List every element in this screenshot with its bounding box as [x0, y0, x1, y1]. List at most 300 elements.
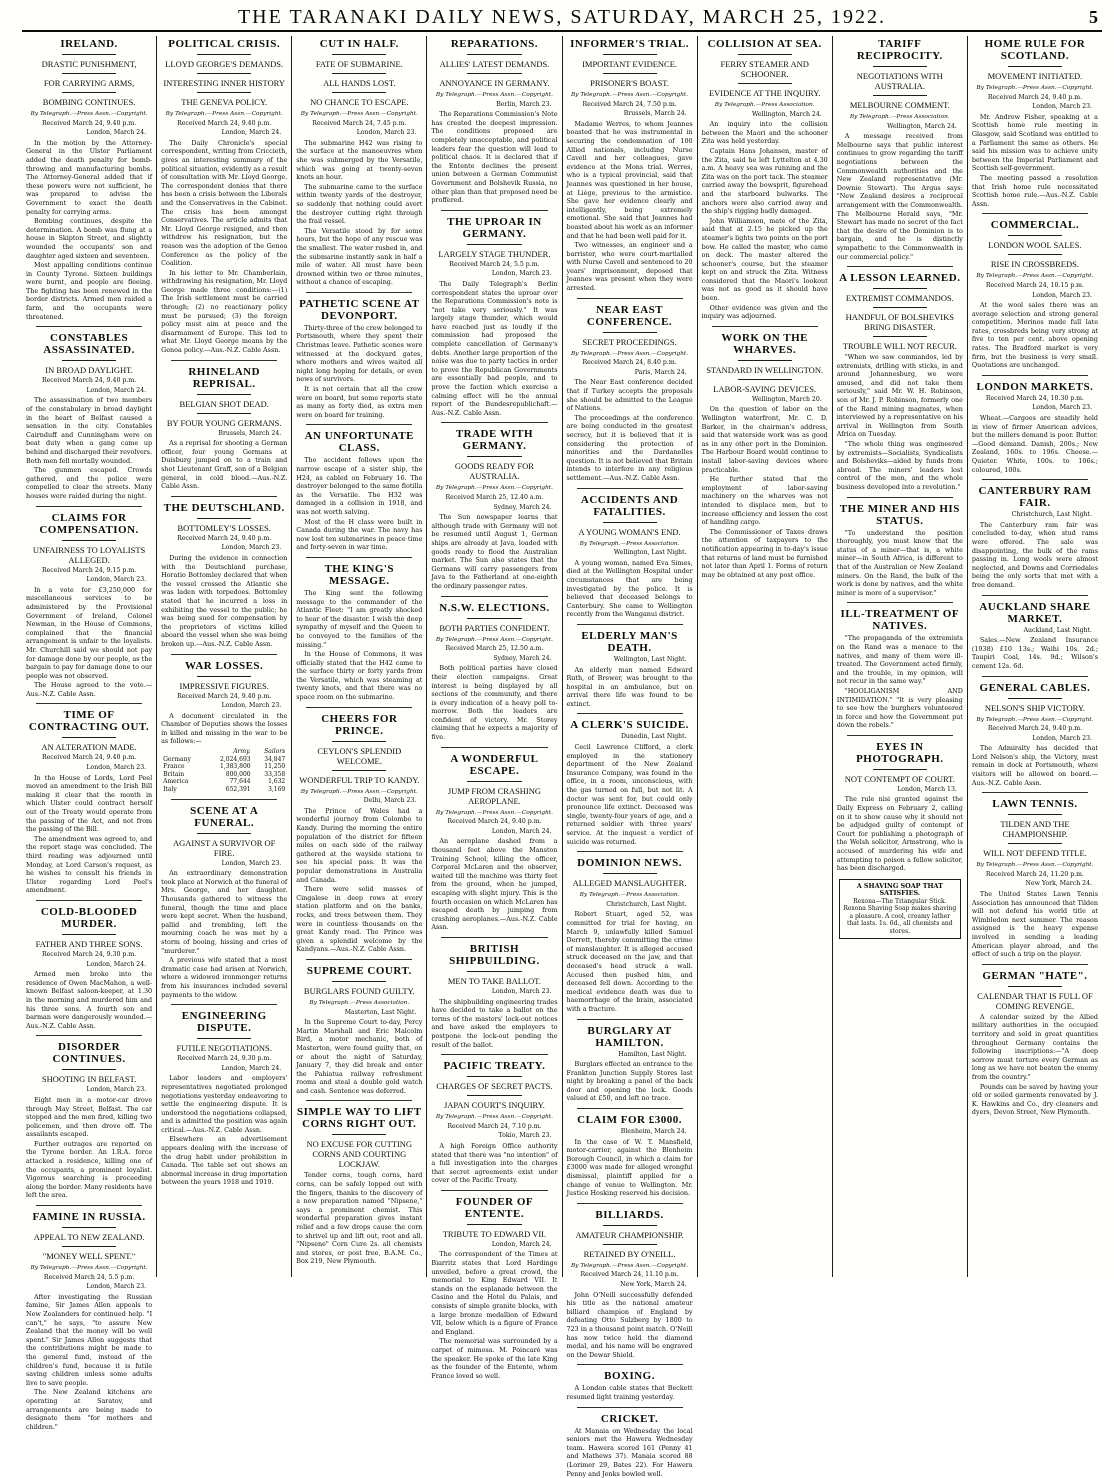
subhead-rule: [467, 1076, 521, 1077]
article-subhead: AGAINST A SURVIVOR OF FIRE.: [173, 837, 276, 858]
article-dateline: London, March 23.: [221, 544, 282, 552]
article-subhead: NEGOTIATIONS WITH AUSTRALIA.: [856, 71, 943, 91]
article-byline: By Telegraph.—Press Assn.—Copyright.: [435, 485, 553, 492]
section-divider: [847, 602, 953, 603]
article-dateline: Brussels, March 24.: [623, 110, 687, 118]
received-line: Received March 24, 10.15 p.m.: [985, 281, 1085, 289]
article-paragraph: A calendar seized by the Allied military authorities in the occupied territory and sold in great quantities throughout Germany contains the following inscriptions:—"A deep sorrow must torture every German as long as we have not beaten the enemy from the country.": [971, 1012, 1098, 1081]
article: [567, 624, 693, 709]
article-paragraph: The House agreed to the vote.—Aus.-N.Z. Cable Assn.: [26, 681, 153, 698]
subhead-rule: [467, 54, 521, 55]
article-body: [26, 586, 152, 699]
article-subhead: NO CHANCE TO ESCAPE.: [310, 97, 409, 107]
article: [972, 595, 1098, 671]
subhead-rule: [873, 95, 927, 96]
article-dateline: London, March 23.: [356, 129, 417, 137]
article-headline: ILL-TREATMENT OF NATIVES.: [840, 608, 960, 633]
subhead-rule: [62, 1069, 116, 1070]
article-subhead: APPEAL TO NEW ZEALAND.: [33, 1232, 145, 1243]
article-paragraph: "To understand the position thoroughly, you must know that the status of a miner—that is, a white miner—in South Africa, is different to that of the Australian or New Zealand miners. On the Rand, the bulk of the work is done by natives, and the white miner is more of a supervisor.": [836, 528, 963, 597]
table-row: [161, 763, 287, 771]
article-subhead: MOVEMENT INITIATED.: [987, 71, 1083, 81]
subhead-rule: [603, 73, 657, 74]
table-cell: Germany: [163, 755, 191, 763]
article-subhead: BURGLARS FOUND GUILTY.: [303, 985, 415, 996]
article-subhead: ALLEGED MANSLAUGHTER.: [572, 878, 687, 889]
columns-container: [22, 36, 1102, 1478]
article-paragraph: The Admiralty has decided that Lord Nelson's ship, the Victory, must remain in dock at Portsmouth, where visitors will be allowed on board.—Aus.-N.Z. Cable Assn.: [971, 744, 1098, 787]
article-body: [296, 456, 422, 552]
article-headline: CANTERBURY RAM FAIR.: [978, 485, 1092, 510]
article-headline: ACCIDENTS AND FATALITIES.: [580, 493, 679, 518]
article-paragraph: After investigating the Russian famine, Sir James Allen appeals to New Zealanders for continued help. "I can't," he says, "to assure New Zealand that the money will be well spent." Sir James Allen suggests that the contributions might be made to the general fund, instead of the children's fund, because it is futile saving children unless some adults live to save people.: [26, 1292, 153, 1387]
article-paragraph: "When we saw commandos, led by extremists, drilling with sticks, in and around Johannesburg, we were amused, and did not take them seriously," said Mr. W. H. Robinson, son of Mr. J. P. Robinson, formerly one of the Rand mining magnates, when interviewed by a representative on his arrival in Wellington from South Africa on Tuesday.: [836, 353, 963, 439]
subhead-rule: [738, 54, 792, 55]
article-byline: By Telegraph.—Press Assn.—Copyright.: [976, 716, 1094, 723]
article-paragraph: There were solid masses of Cingalese in deep rows at every station platform and on the banks, rocks, and trees between them. They were in countless thousands on the great Kandy road. The Prince was given a splendid welcome by the Kandyans.—Aus.-N.Z. Cable Assn.: [296, 885, 423, 954]
section-divider: [712, 326, 818, 327]
section-divider: [441, 1054, 547, 1055]
article-paragraph: Bombing continues, despite the determination. A bomb was flung at a house in Skipton Street, and slightly wounded the occupants' son and daughter aged sixteen and seventeen.: [26, 217, 153, 260]
table-row: [161, 756, 287, 764]
article-dateline: Christchurch, Last Night.: [1011, 511, 1092, 519]
subhead-rule: [62, 1227, 116, 1228]
article-paragraph: Robert Stuart, aged 52, was committed for trial for having, on March 9, unlawfully killed Samuel Derrett, thereby committing the crime of manslaughter. It is alleged accused struck deceased on the jaw, and that deceased's head struck a wall. Accused then pushed him, and deceased fell down. According to the medical evidence death was due to haemorrhage of the brain, associated with a fracture.: [566, 910, 693, 1013]
table-header-row: [161, 748, 287, 756]
article-headline: HOME RULE FOR SCOTLAND.: [984, 38, 1086, 62]
subhead-rule: [197, 54, 251, 55]
article-dateline: Sydney, March 24.: [493, 654, 552, 662]
article-body: [161, 554, 287, 649]
received-line: Received March 24, 9.40 p.m.: [177, 692, 272, 700]
subhead-rule: [467, 781, 521, 782]
received-line: Received March 24, 9.30 p.m.: [177, 1055, 272, 1063]
column-reparations: [427, 36, 562, 1380]
subhead-rule: [603, 54, 657, 55]
article-headline: TRADE WITH GERMANY.: [455, 428, 534, 453]
article: [296, 959, 422, 1096]
subhead-rule: [467, 456, 521, 457]
subhead-rule: [1008, 66, 1062, 67]
article-body: [567, 666, 693, 709]
article-subhead: UNFAIRNESS TO LOYALISTS ALLEGED.: [32, 544, 146, 565]
table-cell: France: [163, 763, 185, 771]
article-headline: REPARATIONS.: [450, 38, 539, 50]
article-paragraph: Sales.—New Zealand Insurance (1938) £10 13s.; Waihi 10s. 2d.; Taupiri Coal, 14s. 9d.; Wilson's cement 12s. 6d.: [971, 636, 1098, 670]
article-byline: By Telegraph.—Press Assn.—Copyright.: [571, 92, 689, 98]
article-subhead: LABOR-SAVING DEVICES.: [713, 383, 817, 394]
article-paragraph: In the House of Commons, it was officially stated that the H42 came to the surface thirty or forty yards from the Versatile, which was steaming at twenty knots, and that there was no space room on the submarine.: [296, 650, 423, 702]
article-dateline: London, March 24.: [86, 129, 147, 137]
article-headline: DOMINION NEWS.: [577, 857, 682, 870]
article-paragraph: Most of the H class were built in Canada during the war. The navy has now lost ten submarines in peace time and forty-seven in war time.: [296, 517, 423, 552]
table-header-cell: Army.: [233, 748, 251, 756]
article: [431, 747, 557, 932]
article-body: [567, 1384, 693, 1401]
article-body: [567, 1138, 693, 1198]
article-dateline: London, March 23.: [1032, 291, 1092, 299]
article-headline: COLLISION AT SEA.: [707, 38, 822, 50]
article-paragraph: The memorial was surrounded by a carpet of mimosa. M. Poincaré was the speaker. He spoke of the late King as the founder of the Entente, whom France loved so well.: [431, 1337, 558, 1380]
subhead-rule: [62, 1246, 116, 1247]
article: [431, 1054, 557, 1185]
subhead-rule: [467, 244, 521, 245]
subhead-rule: [332, 73, 386, 74]
section-divider: [982, 792, 1088, 793]
article-paragraph: Thirty-three of the crew belonged to Portsmouth, where they spent their Christmas leave. Pathetic scenes were witnessed at the dockyard gates, where mothers and wives waited all night long hoping for details, or even news of survivors.: [296, 323, 423, 384]
article-body: [26, 139, 152, 321]
section-divider: [306, 424, 412, 425]
article: [837, 266, 963, 492]
section-divider: [36, 1205, 142, 1206]
article-headline: CHEERS FOR PRINCE.: [321, 712, 398, 737]
article-paragraph: An extraordinary demonstration took place at Norwich at the funeral of Mrs. George, and her daughter. Thousands gathered to witness the funeral, though the time and place were kept secret. When the husband, pallid and trembling, left the mourning coach he was met by a storm of booing, hissing and cries of "murderer.": [161, 869, 288, 955]
article-paragraph: Burglars effected an entrance to the Frankton Junction Supply Stores last night by breaking a panel of the back door and opening the lock. Goods valued at £50, and left no trace.: [566, 1060, 693, 1103]
article-headline: FOUNDER OF ENTENTE.: [455, 1195, 534, 1220]
article-paragraph: At Manaia on Wednesday the local seniors met the Hawera Wednesday team. Hawera scored 161 (Penny 41 and Mathews 37). Manaia scored 88 (Lorimer 29, Bates 22). For Hawera Penny and Jenks bowled well.: [566, 1426, 693, 1478]
ad-text: Rexona—The Triangular Stick. Rexona Shaving Soap makes shaving a pleasure. A cool, creamy lather that lasts. 1s. 6d., all chemists and stores.: [843, 897, 957, 935]
article-paragraph: A young woman, named Eva Simes, died at the Wellington Hospital under circumstances that are being investigated by the police. It is believed that deceased belongs to Canterbury. She came to Wellington recently from the Wanganui district.: [566, 558, 693, 619]
received-line: Received March 24, 8.40 p.m.: [582, 359, 677, 367]
article: [296, 38, 422, 287]
article-body: [296, 1171, 422, 1266]
article-headline: WORK ON THE WHARVES.: [721, 331, 808, 356]
article-subhead: INTERESTING INNER HISTORY: [163, 78, 286, 88]
article-headline: CLAIM FOR £3000.: [577, 1114, 682, 1127]
table-cell: Italy: [163, 786, 177, 794]
article-paragraph: As a reprisal for shooting a German officer, four young Germans at Duisburg jumped on to a train and shot Lieutenant Graff, son of a Belgian general, in cold blood.—Aus.-N.Z. Cable Assn.: [161, 439, 288, 491]
article-subhead: NO EXCUSE FOR CUTTING CORNS AND COURTING LOCKJAW.: [306, 1139, 413, 1170]
article: [26, 1205, 152, 1431]
article-body: [26, 1096, 152, 1200]
article-body: [296, 589, 422, 702]
article-dateline: London, March 13.: [897, 785, 957, 793]
article: [431, 422, 557, 590]
section-divider: [577, 298, 683, 299]
article-headline: SIMPLE WAY TO LIFT CORNS RIGHT OUT.: [296, 1106, 422, 1131]
article-subhead: BOTH PARTIES CONFIDENT.: [439, 622, 550, 633]
article-headline: WAR LOSSES.: [185, 659, 264, 672]
article-paragraph: A previous wife stated that a most dramatic case had arisen at Norwich, where a widowed ironmonger returns from his insurances included several payments to the widow.: [161, 956, 288, 999]
section-divider: [847, 497, 953, 498]
subhead-rule: [332, 741, 386, 742]
article-paragraph: In the case of W. T. Mansfield, motor-carrier, against the Blenheim Borough Council, in which a claim for £3000 was made for alleged wrongful dismissal, plaintiff applied for a change of venue to Wellington. Mr. Justice Hosking reserved his decision.: [566, 1137, 693, 1198]
article-subhead: DRASTIC PUNISHMENT,: [41, 59, 137, 69]
article-subhead: FERRY STEAMER AND SCHOONER.: [720, 59, 809, 79]
article-body: [26, 1293, 152, 1432]
article-body: [431, 1250, 557, 1380]
article-paragraph: During the evidence in connection with the Deutschland purchase, Horatio Bottomley declared that when the vessel crossed the Atlantic she was laden with torpedoes. Bottomley stated that he incurred a loss in exhibiting the vessel to the public; he was being sued for compensation by the proprietors of victims killed aboard the vessel when she was being broken up.—Aus.-N.Z. Cable Assn.: [161, 553, 288, 648]
article-subhead: EXTREMIST COMMANDOS.: [845, 293, 954, 304]
section-divider: [577, 488, 683, 489]
article-paragraph: In his letter to Mr. Chamberlain, withdrawing his resignation, Mr. Lloyd George made three conditions:—(1) The Irish settlement must be carried through; (2) no reactionary policy must be pursued; (3) the foreign policy must aim at peace and the disarmament of Europe. This led to what Mr. Lloyd George means by the Genoa policy.—Aus.-N.Z. Cable Assn.: [161, 268, 288, 355]
received-line: Received March 24, 9.40 p.m.: [987, 725, 1083, 733]
column-political: [157, 36, 292, 1277]
article-paragraph: Labor leaders and employers' representatives negotiated prolonged negotiations yesterday endeavoring to settle the engineering dispute. It is understood the negotiations collapsed, and is admitted the position was again critical.—Aus.-N.Z. Cable Assn.: [161, 1074, 288, 1134]
article-subhead: FOR CARRYING ARMS,: [43, 78, 135, 88]
article-body: [702, 120, 828, 321]
article: [431, 596, 557, 742]
section-divider: [306, 959, 412, 960]
article-paragraph: Most appalling conditions continue in County Tyrone. Sixteen buildings were burnt, and people are fleeing. The fighting has been renewed in the border districts. Armed men raided a farm, and the occupants were threatened.: [26, 261, 153, 321]
article-headline: INFORMER'S TRIAL.: [570, 38, 690, 50]
article-body: [431, 110, 557, 205]
article-subhead: AMATEUR CHAMPIONSHIP.: [575, 1229, 684, 1240]
article-headline: TARIFF RECIPROCITY.: [856, 38, 943, 62]
article: [26, 900, 152, 1030]
article-paragraph: In a vote for £3,250,000 for miscellaneous services to be administered by the Provisional Government of Ireland, Colonel Newman, in the House of Commons, complained that the financial arrangement is unfair to the loyalists. Mr. Churchill said we should not pay for damage done by our people, as the bargain to pay for damage done to our people was not observed.: [26, 585, 153, 680]
article-subhead: SECRET PROCEEDINGS.: [582, 336, 677, 347]
article-body: [567, 378, 693, 482]
received-line: Received March 24, 9.40 p.m.: [41, 377, 137, 385]
section-divider: [577, 1364, 683, 1365]
article-paragraph: The Versatile stood by for some hours, but the hope of any rescue was the smallest. The water rushed in, and the submarine instantly sank in half a mile of water. All must have been drowned within two or three minutes, without a chance of escaping.: [296, 226, 423, 287]
article: [26, 38, 152, 321]
article-body: [161, 869, 287, 999]
article-headline: SUPREME COURT.: [306, 964, 412, 977]
article-body: [161, 139, 287, 355]
article-body: [296, 1018, 422, 1095]
article-headline: N.S.W. ELECTIONS.: [439, 601, 550, 614]
subhead-rule: [873, 769, 927, 770]
article-paragraph: The King sent the following message to the commander of the Atlantic Fleet: "I am greatly shocked to hear of the disaster. I wish the deep sympathy of myself and the Queen to be conveyed to the families of the missing.": [296, 588, 423, 649]
article-paragraph: Cecil Lawrence Clifford, a clerk employed in the stationery department of the New Zealand Insurance Company, was found in the office, in a room, unconscious, with the gas turned on full, but not lit. A doctor was sent for, but could only pronounce life extinct. Deceased was single, twenty-four years of age, and a returned soldier with three years' service. At the inquest a verdict of suicide was returned.: [566, 743, 693, 846]
article-paragraph: A message received from Melbourne says that public interest continues to grow regarding the tariff negotiations between the Commonwealth authorities and the New Zealand representative (Mr. Downie Stewart). The Argus says: "New Zealand desires a reciprocal arrangement with the Commonwealth. The Melbourne Herald says, "Mr. Stewart has made no secret of the fact that the desire of the Dominion is to bargain, and he is distinctly sympathetic to the Commonwealth in our commercial policy.": [836, 132, 963, 261]
received-line: Received March 24, 5.5 p.m.: [449, 260, 540, 268]
article-byline: By Telegraph.—Press Assn.—Copyright.: [976, 862, 1094, 869]
section-divider: [306, 707, 412, 708]
article-subhead: EVIDENCE AT THE INQUIRY.: [708, 88, 821, 98]
table-row: [161, 786, 287, 794]
article-body: [972, 521, 1098, 590]
article-body: [431, 664, 557, 741]
subhead-rule: [197, 1038, 251, 1039]
article: [972, 792, 1098, 959]
article-body: [431, 998, 557, 1050]
article-paragraph: The assassination of two members of the constabulary in broad daylight in the heart of Belfast caused a sensation in the city. Constables Cairnduff and Cunningham were on beat duty when a gang came up behind and discharged their revolvers. Both men fell mortally wounded.: [26, 396, 153, 465]
article-paragraph: "The propaganda of the extremists on the Rand was a menace to the natives, and many of them were ill-treated. The Government acted firmly, and the trouble, in my opinion, will not recur in the same way.": [836, 634, 963, 686]
article-body: [161, 439, 287, 491]
article-headline: THE MINER AND HIS STATUS.: [839, 502, 960, 527]
subhead-rule: [1008, 254, 1062, 255]
article-subhead: FATE OF SUBMARINE.: [315, 59, 403, 69]
article-dateline: Wellington, Last Night.: [613, 655, 687, 663]
article-paragraph: The Near East conference decided that if Turkey accepts the proposals she should be admitted to the League of Nations.: [566, 378, 693, 413]
article: [972, 479, 1098, 589]
article-body: [431, 1142, 557, 1185]
article-headline: A CLERK'S SUICIDE.: [570, 719, 689, 732]
article: [837, 735, 963, 873]
subhead-rule: [332, 92, 386, 93]
article-subhead: IN BROAD DAYLIGHT.: [45, 365, 133, 376]
article-subhead: LONDON WOOL SALES.: [988, 240, 1082, 251]
article-body: [567, 559, 693, 619]
article: [431, 937, 557, 1049]
article-paragraph: The meeting passed a resolution that Irish home rule necessitated Scottish home rule.—Aus.-N.Z. Cable Assn.: [971, 173, 1098, 208]
article-dateline: Delhi, March 23.: [363, 797, 417, 805]
table-cell: 800,000: [225, 770, 251, 778]
article-body: [26, 396, 152, 500]
section-divider: [36, 703, 142, 704]
section-divider: [441, 1190, 547, 1191]
article-paragraph: He further stated that the employment of labor-saving machinery on the wharves was not intended to displace men, but to increase efficiency and lessen the cost of handling cargo.: [701, 475, 828, 527]
article-subhead: MEN TO TAKE BALLOT.: [447, 975, 541, 986]
article-headline: EYES IN PHOTOGRAPH.: [856, 740, 944, 765]
article: [161, 654, 287, 794]
article-paragraph: The Canterbury ram fair was concluded to-day, when stud rams were offered. The sale was disappointing, the bulk of the rams passing in. Long wools were almost neglected, and Downs and Corriedales being the only sorts that met with a free demand.: [971, 520, 1098, 589]
article-body: [972, 1013, 1098, 1117]
received-line: Received March 24, 7.45 p.m.: [312, 119, 407, 127]
article-paragraph: In the House of Lords, Lord Peel moved an amendment to the Irish Bill making it clear that the month in which Ulster could contract herself out of the Treaty would operate from the passing of the Act, and not from the passing of the Bill.: [26, 773, 153, 834]
article-byline: By Telegraph.—Press Assn.—Copyright.: [571, 1262, 689, 1269]
article-headline: COMMERCIAL.: [990, 219, 1080, 232]
subhead-rule: [873, 307, 927, 308]
table-cell: 3,169: [268, 786, 286, 794]
section-divider: [441, 596, 547, 597]
article-headline: CUT IN HALF.: [319, 38, 399, 50]
article-paragraph: The Daily Telegraph's Berlin correspondent states the uproar over the Reparations Commission's note is "not take very seriously." It was largely stage thunder, which would have reached just as loudly if the commission had proposed the complete cancellation of Germany's debts. Another large proportion of the noise was due to party tactics in order to prove the Republican Governments are essentially bad people, and to prove the faction which exercise a calming effect will be the annual report of the Bundesrepublichaft.—Aus.-N.Z. Cable Assn.: [431, 279, 558, 417]
article-dateline: London, March 24.: [491, 1240, 552, 1248]
subhead-rule: [197, 73, 251, 74]
article-dateline: New York, March 24.: [1025, 880, 1092, 888]
subhead-rule: [197, 394, 251, 395]
article-body: [837, 795, 963, 872]
article-dateline: Wellington, March 24.: [887, 122, 957, 130]
article: [26, 1035, 152, 1200]
article-subhead: JUMP FROM CRASHING AEROPLANE.: [447, 785, 542, 806]
article-subhead: AN ALTERATION MADE.: [41, 742, 137, 753]
article: [972, 38, 1098, 208]
article-paragraph: A document circulated in the Chamber of Deputies shows the losses in killed and missing in the war to be as follows:—: [161, 711, 288, 746]
article-paragraph: Other evidence was given and the inquiry was adjourned.: [701, 303, 828, 321]
article: [161, 38, 287, 355]
article-dateline: London, March 24.: [491, 827, 552, 835]
article: [296, 424, 422, 552]
table-row: [161, 778, 287, 786]
subhead-rule: [62, 73, 116, 74]
table-cell: 1,383,800: [220, 763, 251, 771]
article-paragraph: Two witnesses, an engineer and a barrister, who were court-martialled with Nurse Cavell and sentenced to 20 years' imprisonment, deposed that Jeannes was present when they were arrested.: [566, 241, 693, 293]
article-headline: LAWN TENNIS.: [992, 798, 1078, 811]
article: [296, 707, 422, 954]
section-divider: [982, 964, 1088, 965]
table-cell: 652,391: [225, 786, 251, 794]
section-divider: [577, 1203, 683, 1204]
article-byline: By Telegraph.—Press Assn.—Copyright.: [165, 111, 283, 117]
article-dateline: Masterton, Last Night.: [344, 1008, 417, 1016]
article-body: [567, 910, 693, 1013]
article-paragraph: In the Supreme Court to-day, Percy Martin Marshall and Eric Malcolm Bird, a motor mechanic, both of Masterton, were found guilty that, on or about the night of Saturday, January 7, they did break and enter the Pahiatua railway refreshment rooms and steal a double gold watch and cash. Sentence was deferred.: [296, 1018, 423, 1095]
article: [972, 375, 1098, 474]
article-paragraph: Madame Werres, to whom Jeannes boasted that he was instrumental in securing the condemnation of 100 Allied nationals, including Nurse Cavell and her colleagues, gave evidence at the Mons trial. Werres, who is a typical provincial, said that Jeannes was questioned in her house, at Liège, previous to the armistice. She gave her evidence clearly and intelligently, being extremely emotional. She said that Jeannes had boasted about his work as an informer and that he had been well paid for it.: [566, 119, 693, 240]
subhead-rule: [62, 934, 116, 935]
article-dateline: New York, March 24.: [620, 1281, 687, 1288]
subhead-rule: [738, 360, 792, 361]
article-subhead: ANNOYANCE IN GERMANY.: [439, 78, 550, 88]
article: [567, 298, 693, 483]
article-paragraph: An elderly man named Edward Ruth, of Brewer, was brought to the hospital in an ambulance, but on arrival there life was found to be extinct.: [566, 665, 693, 708]
article: [161, 496, 287, 649]
article-body: [296, 324, 422, 420]
article: [567, 1407, 693, 1478]
section-divider: [36, 506, 142, 507]
column-ireland: [22, 36, 157, 1431]
article-subhead: IMPORTANT EVIDENCE.: [582, 59, 678, 69]
article-body: [296, 139, 422, 287]
table-header-cell: [161, 748, 205, 756]
article-body: [972, 301, 1098, 370]
article-body: [972, 890, 1098, 959]
article-paragraph: The New Zealand kitchens are operating at Saratov, and arrangements are being made to designate them "for mothers and children.": [26, 1388, 153, 1431]
article-paragraph: Captain Hans Johansen, master of the Zita, said he left Lyttelton at 4.30 a.m. A heavy sea was running and the Zita was on the port tack. The steamer carried away the bowsprit, figurehead and the starboard bulwarks. The anchors were also carried away and the ship's rigging badly damaged.: [701, 146, 828, 216]
section-divider: [306, 1100, 412, 1101]
article-subhead: ALLIES' LATEST DEMANDS.: [439, 59, 550, 69]
section-divider: [577, 1407, 683, 1408]
column-home-rule: [968, 36, 1102, 1277]
article-byline: By Telegraph.—Press Assn.—Copyright.: [300, 788, 418, 795]
subhead-rule: [62, 54, 116, 55]
article-subhead: THE GENEVA POLICY.: [181, 97, 268, 107]
received-line: Received March 24, 9.30 p.m.: [41, 950, 137, 958]
article-headline: CONSTABLES ASSASSINATED.: [43, 332, 135, 357]
article-dateline: Hamilton, Last Night.: [618, 1050, 687, 1058]
article-subhead: CHARGES OF SECRET PACTS.: [436, 1081, 553, 1092]
subhead-rule: [603, 873, 657, 874]
article-dateline: London, March 23.: [86, 1086, 147, 1094]
article-paragraph: A London cable states that Beckett resumed light training yesterday.: [566, 1384, 693, 1401]
section-divider: [36, 900, 142, 901]
section-divider: [441, 210, 547, 211]
subhead-rule: [1008, 814, 1062, 815]
article-paragraph: "HOOLIGANISM AND INTIMIDATION." "It is very pleasing to see how the burghers volunteered in force and how the Government put down the rebels.": [836, 686, 963, 730]
article-dateline: Tokio, March 23.: [498, 1132, 552, 1140]
article-paragraph: The shipbuilding engineering trades have decided to take a ballot on the terms of the masters' lock-out notices and have asked the employers to postpone the lock-out pending the result of the ballot.: [431, 997, 558, 1049]
subhead-rule: [332, 770, 386, 771]
article-headline: NEAR EAST CONFERENCE.: [586, 303, 673, 328]
article-body: [972, 744, 1098, 787]
article-subhead: NELSON'S SHIP VICTORY.: [984, 702, 1086, 713]
article: [431, 1190, 557, 1381]
received-line: Received March 24, 9.40 p.m.: [177, 534, 272, 542]
article-body: [567, 1291, 693, 1360]
article-subhead: TROUBLE WILL NOT RECUR.: [842, 341, 957, 352]
article-subhead: CEYLON'S SPLENDID WELCOME.: [317, 745, 402, 766]
article-subhead: WILL NOT DEFEND TITLE.: [983, 848, 1087, 859]
article-subhead: GOODS READY FOR AUSTRALIA.: [454, 461, 534, 482]
subhead-rule: [603, 1225, 657, 1226]
article: [567, 1108, 693, 1198]
article-subhead: PRISONER'S BOAST.: [590, 78, 669, 88]
article-headline: BRITISH SHIPBUILDING.: [449, 942, 540, 967]
article-subhead: CALENDAR THAT IS FULL OF COMING REVENGE.: [977, 990, 1093, 1011]
article: [972, 213, 1098, 370]
article-body: [972, 636, 1098, 670]
section-divider: [306, 557, 412, 558]
article-headline: ENGINEERING DISPUTE.: [181, 1010, 267, 1035]
article-byline: By Telegraph.—Press Assn.—Copyright.: [300, 111, 418, 117]
article-dateline: Paris, March 24.: [634, 368, 687, 376]
article-paragraph: At the wool sales there was an average selection and strong general competition. Merinos made full late rates, crossbreds being very strong at five to ten per cent. above opening rates. The Bradford market is very firm, but the business is very small. Quotations are unchanged.: [971, 301, 1098, 370]
article-subhead: HANDFUL OF BOLSHEVIKS BRING DISASTER.: [845, 312, 954, 333]
subhead-rule: [332, 1134, 386, 1135]
article-byline: By Telegraph.—Press Assn.—Copyright.: [435, 92, 553, 98]
war-losses-table: [161, 748, 287, 794]
article-headline: BOXING.: [604, 1370, 655, 1383]
article-paragraph: Further outrages are reported on the Tyrone border. An I.R.A. force attacked a residence, killing one of the occupants, a prominent loyalist. Vigorous searching is proceeding along the border. Many residents have left the area.: [26, 1139, 153, 1200]
article-dateline: London, March 24.: [86, 960, 147, 968]
article-subhead: BY FOUR YOUNG GERMANS.: [166, 417, 282, 428]
article: [431, 38, 557, 205]
